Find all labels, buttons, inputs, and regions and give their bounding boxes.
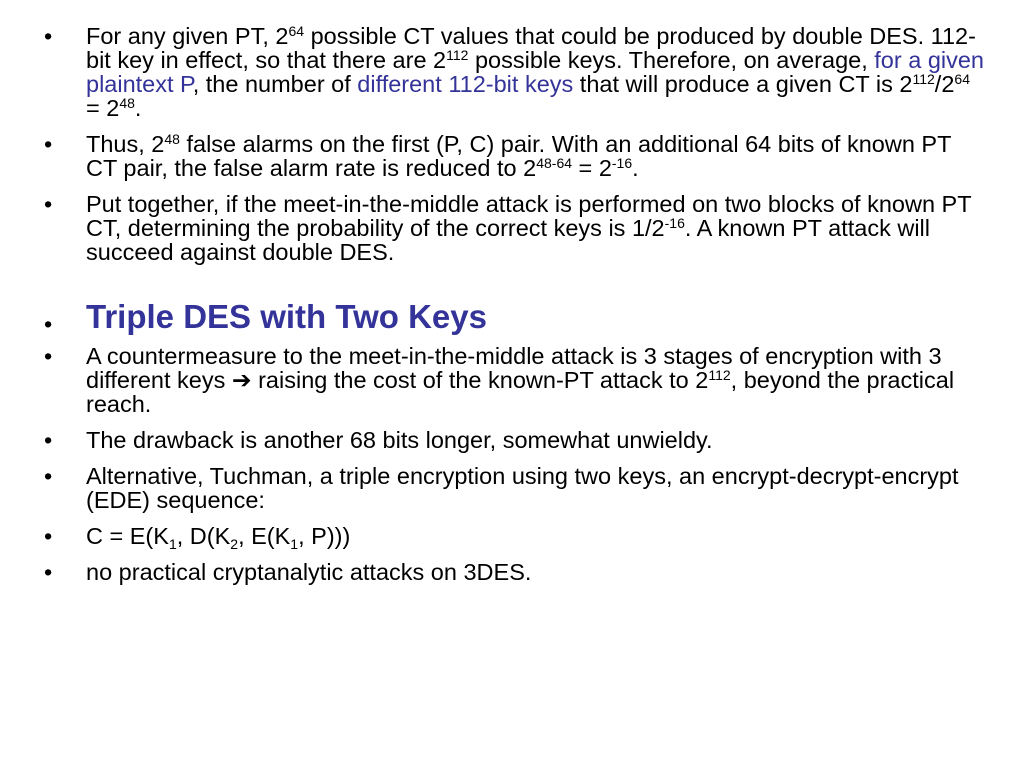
exponent: 48-64 bbox=[536, 155, 573, 171]
text-run: , the number of bbox=[192, 71, 358, 97]
text-run: possible CT values that could be produced by double DES. 112-bit key in effect, so that there are 2 bbox=[86, 23, 976, 73]
bullet-tuchman bbox=[44, 464, 984, 512]
text-run: . A known PT attack will succeed against double DES. bbox=[86, 215, 930, 265]
exponent: 112 bbox=[912, 71, 935, 87]
text-run: For any given PT, 2 bbox=[86, 23, 289, 49]
text-run: Thus, 2 bbox=[86, 131, 165, 157]
text-run: = 2 bbox=[572, 155, 612, 181]
bullet-list bbox=[44, 24, 984, 596]
bullet-no-attacks bbox=[44, 560, 984, 584]
text-run: that will produce a given CT is 2 bbox=[573, 71, 913, 97]
bullet-marker: • bbox=[44, 131, 53, 157]
exponent: 112 bbox=[708, 367, 731, 383]
bullet-false-alarms bbox=[44, 132, 984, 180]
text-run: . bbox=[632, 155, 639, 181]
bullet-countermeasure bbox=[44, 344, 984, 416]
text-run: , beyond the practical reach. bbox=[86, 367, 955, 417]
text-run: = 2 bbox=[86, 95, 120, 121]
bullet-marker: • bbox=[44, 191, 53, 217]
bullet-marker: • bbox=[44, 427, 53, 453]
text-run: , E(K bbox=[238, 523, 291, 549]
bullet-double-des-keyspace bbox=[44, 24, 984, 120]
exponent: 64 bbox=[954, 71, 970, 87]
bullet-put-together bbox=[44, 192, 984, 264]
bullet-marker: • bbox=[44, 523, 53, 549]
bullet-drawback bbox=[44, 428, 984, 452]
bullet-marker: • bbox=[44, 343, 53, 369]
exponent: -16 bbox=[611, 155, 633, 171]
text-run: false alarms on the first (P, C) pair. With an additional 64 bits of known PT CT pair, the false alarm rate is reduced to 2 bbox=[86, 131, 952, 181]
text-run: A countermeasure to the meet-in-the-middle attack is 3 stages of encryption with 3 different keys bbox=[86, 343, 942, 393]
bullet-marker: • bbox=[44, 559, 53, 585]
section-heading bbox=[44, 298, 984, 336]
exponent: 64 bbox=[288, 23, 305, 39]
text-run: Alternative, Tuchman, a triple encryption using two keys, an encrypt-decrypt-encrypt (EDE) sequence: bbox=[86, 463, 959, 513]
text-run: The drawback is another 68 bits longer, somewhat unwieldy. bbox=[86, 427, 713, 453]
text-run: , P))) bbox=[298, 523, 351, 549]
text-run: Put together, if the meet-in-the-middle attack is performed on two blocks of known PT CT, determining the probability of the correct keys is 1/2 bbox=[86, 191, 972, 241]
exponent: 48 bbox=[119, 95, 135, 111]
text-run: , D(K bbox=[176, 523, 231, 549]
subscript: 1 bbox=[168, 536, 177, 552]
text-run: . bbox=[134, 95, 142, 121]
arrow-icon: ➔ bbox=[231, 367, 252, 393]
text-run: C = E(K bbox=[86, 523, 169, 549]
bullet-marker: • bbox=[44, 463, 53, 489]
text-run: /2 bbox=[934, 71, 955, 97]
highlight-text: different 112-bit keys bbox=[357, 71, 574, 97]
exponent: 48 bbox=[164, 131, 180, 147]
highlight-text: for a given plaintext P bbox=[86, 47, 984, 97]
text-run: raising the cost of the known-PT attack to 2 bbox=[251, 367, 709, 393]
bullet-marker: • bbox=[44, 311, 53, 337]
exponent: -16 bbox=[664, 215, 685, 231]
exponent: 112 bbox=[446, 47, 469, 63]
text-run: no practical cryptanalytic attacks on 3DES. bbox=[86, 559, 532, 585]
text-run: possible keys. Therefore, on average, bbox=[468, 47, 875, 73]
subscript: 1 bbox=[290, 536, 299, 552]
subscript: 2 bbox=[230, 536, 239, 552]
bullet-marker: • bbox=[44, 23, 53, 49]
heading-text: Triple DES with Two Keys bbox=[86, 298, 487, 335]
bullet-formula bbox=[44, 523, 984, 552]
